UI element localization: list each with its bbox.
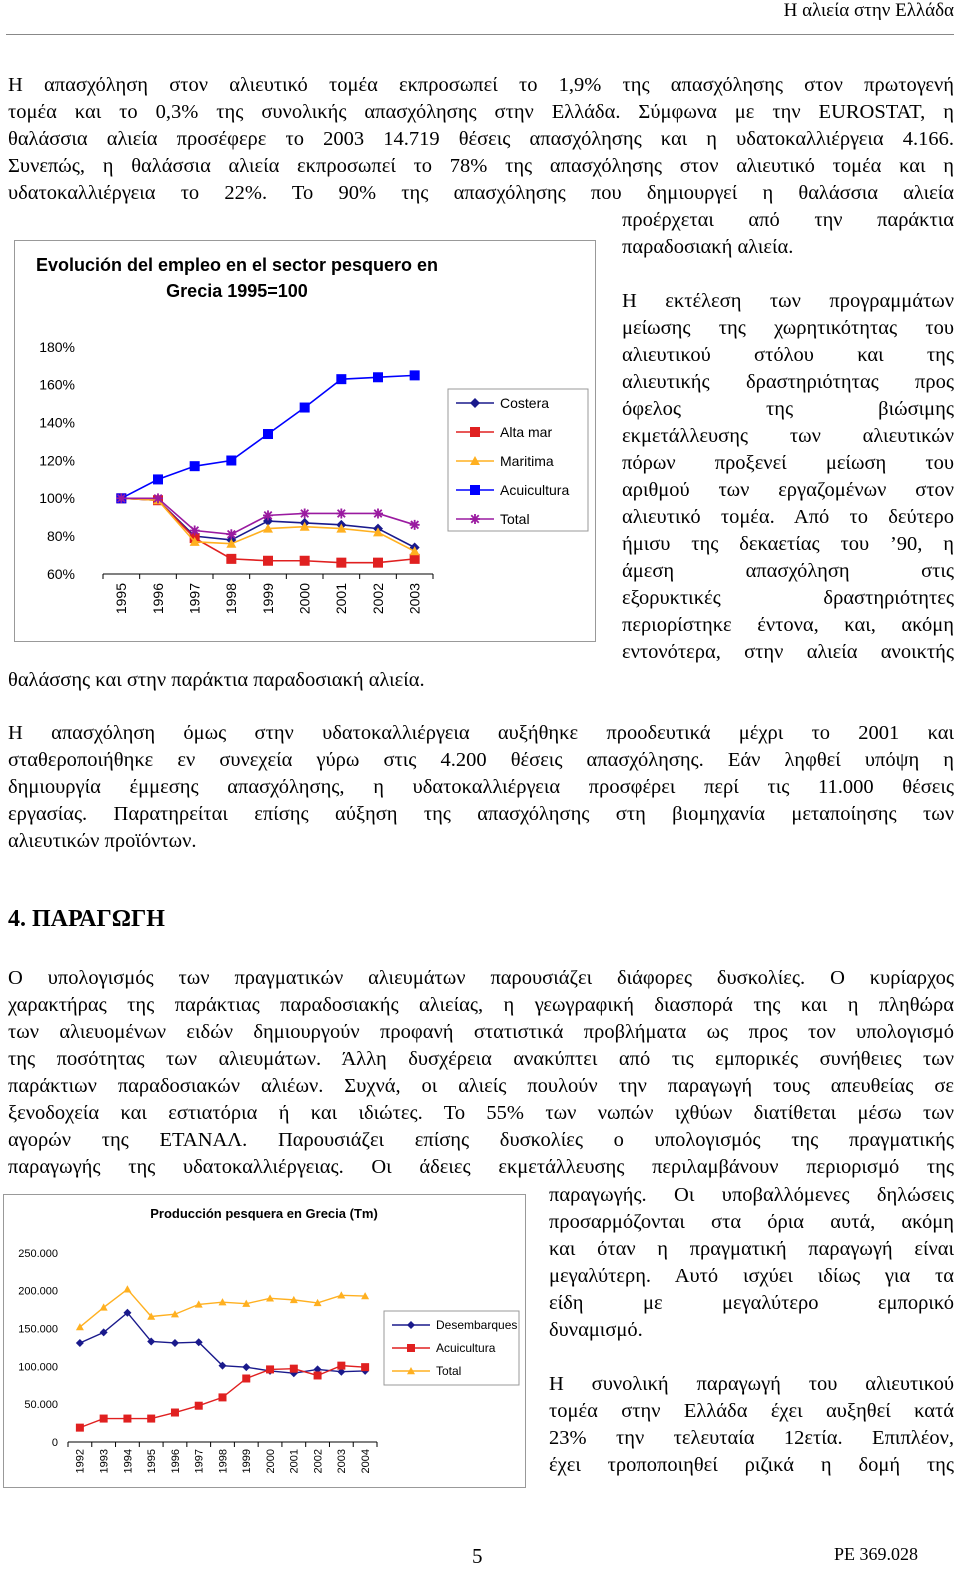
data-point-acuicultura — [361, 1363, 369, 1371]
data-point-total — [336, 508, 346, 518]
text-line: Η εκτέλεση των προγραμμάτων — [622, 290, 954, 312]
x-tick-label: 2004 — [359, 1449, 372, 1474]
x-tick-label: 1994 — [122, 1449, 135, 1474]
data-point-alta-mar — [336, 558, 346, 568]
text-line: παραγωγής. Οι υποβαλλόμενες δηλώσεις — [549, 1184, 954, 1206]
y-tick-label: 180% — [39, 338, 75, 355]
paragraph-aquaculture — [8, 720, 954, 855]
data-point-acuicultura — [336, 374, 346, 384]
text-line: θαλάσσης και στην παράκτια παραδοσιακή αλιεία. — [8, 669, 425, 691]
text-line: αλιευτικής δραστηριότητας προς — [622, 371, 954, 393]
text-line: και όταν η πραγματική παραγωγή είναι — [549, 1238, 954, 1260]
data-point-acuicultura — [100, 1415, 108, 1423]
x-tick-label: 2002 — [312, 1449, 325, 1474]
x-tick-label: 1999 — [259, 583, 276, 615]
data-point-acuicultura — [171, 1409, 179, 1417]
data-point-total — [116, 493, 126, 503]
legend-marker — [470, 514, 480, 524]
paragraph-production — [8, 965, 954, 1181]
data-point-total — [263, 510, 273, 520]
x-tick-label: 1997 — [193, 1449, 206, 1474]
x-tick-label: 2001 — [288, 1449, 301, 1474]
x-tick-label: 1999 — [241, 1449, 254, 1474]
text-line: τομέα και το 0,3% της συνολικής απασχόλησης στην Ελλάδα. Σύμφωνα με την EUROSTAT, η — [8, 101, 954, 123]
data-point-acuicultura — [337, 1362, 345, 1370]
y-tick-label: 80% — [46, 528, 75, 545]
x-tick-label: 2003 — [406, 583, 423, 615]
x-tick-label: 1998 — [223, 583, 240, 615]
chart-title: Grecia 1995=100 — [166, 281, 308, 301]
page-header: Η αλιεία στην Ελλάδα — [783, 0, 954, 21]
x-tick-label: 2000 — [264, 1449, 277, 1474]
data-point-acuicultura — [226, 456, 236, 466]
data-point-acuicultura — [219, 1393, 227, 1401]
data-point-acuicultura — [300, 403, 310, 413]
legend-label: Total — [500, 510, 530, 527]
data-point-total — [123, 1285, 131, 1292]
y-tick-label: 200.000 — [18, 1285, 58, 1298]
data-point-acuicultura — [123, 1415, 131, 1423]
data-point-acuicultura — [242, 1374, 250, 1382]
y-tick-label: 100% — [39, 490, 75, 507]
data-point-acuicultura — [190, 461, 200, 471]
x-tick-label: 1995 — [146, 1449, 159, 1474]
text-line: ξενοδοχεία και εστιατόρια ή και ιδιώτες. Το 55% των νωπών ιχθύων διατίθεται μέσω των — [8, 1102, 954, 1124]
y-tick-label: 120% — [39, 452, 75, 469]
text-line: δυναμισμό. — [549, 1319, 643, 1341]
data-point-acuicultura — [195, 1402, 203, 1410]
data-point-acuicultura — [373, 372, 383, 382]
legend-label: Total — [436, 1364, 462, 1379]
x-tick-label: 1996 — [169, 1449, 182, 1474]
legend-marker — [470, 427, 480, 437]
data-point-alta-mar — [226, 554, 236, 564]
x-tick-label: 1995 — [113, 583, 130, 615]
text-line: ήμισυ της δεκαετίας του ’90, η — [622, 533, 954, 555]
y-tick-label: 250.000 — [18, 1247, 58, 1260]
text-line: εξορυκτικές δραστηριότητες — [622, 587, 954, 609]
chart-title: Evolución del empleo en el sector pesquero en — [35, 255, 439, 275]
legend-marker — [407, 1344, 415, 1352]
text-line: μείωσης της χωρητικότητας του — [622, 317, 954, 339]
text-line: άμεση απασχόληση στις — [622, 560, 954, 582]
legend-label: Costera — [500, 394, 550, 411]
x-tick-label: 1992 — [74, 1449, 87, 1474]
text-line: Η απασχόληση στον αλιευτικό τομέα εκπροσωπεί το 1,9% της απασχόλησης στον πρωτογενή — [8, 74, 954, 96]
text-line: προέρχεται από την παράκτια — [622, 209, 954, 231]
text-line: αλιευτικού στόλου και της — [622, 344, 954, 366]
text-line: της ποσότητας των αλιευμάτων. Άλλη δυσχέρεια ανακύπτει από τις εμπορικές συνήθειες των — [8, 1048, 954, 1070]
y-tick-label: 0 — [51, 1436, 58, 1449]
text-line — [549, 1344, 954, 1371]
x-tick-label: 2002 — [369, 583, 386, 615]
x-tick-label: 1998 — [217, 1449, 230, 1474]
employment-chart — [14, 240, 596, 642]
y-tick-label: 140% — [39, 414, 75, 431]
text-line: εκμετάλλευσης των αλιευτικών — [622, 425, 954, 447]
data-point-alta-mar — [263, 556, 273, 566]
text-line: τομέα στην Ελλάδα έχει αυξηθεί κατά — [549, 1400, 954, 1422]
x-tick-label: 1997 — [186, 583, 203, 615]
data-point-alta-mar — [300, 556, 310, 566]
x-tick-label: 2003 — [336, 1449, 349, 1474]
text-line: πόρων προξενεί μείωση του — [622, 452, 954, 474]
text-line: μεγαλύτερη. Αυτό ισχύει ιδίως για τα — [549, 1265, 954, 1287]
paragraph-employment — [8, 72, 954, 207]
text-line: περιορίστηκε έντονα, και, ακόμη — [622, 614, 954, 636]
x-tick-label: 2001 — [333, 583, 350, 615]
side-text-production — [549, 1182, 954, 1479]
legend-marker — [470, 485, 480, 495]
x-tick-label: 1993 — [98, 1449, 111, 1474]
data-point-acuicultura — [314, 1371, 322, 1379]
text-line: είδη με μεγαλύτερο εμπορικό — [549, 1292, 954, 1314]
text-line: παραδοσιακή αλιεία. — [622, 236, 794, 258]
series-line-total — [80, 1289, 365, 1327]
text-line: παράκτιων παραδοσιακών αλιέων. Συχνά, οι αλιείς πουλούν την παραγωγή τους απευθείας σε — [8, 1075, 954, 1097]
text-line: όφελος της βιώσιμης — [622, 398, 954, 420]
section-heading: 4. ΠΑΡΑΓΩΓΗ — [8, 906, 165, 932]
text-line: Ο υπολογισμός των πραγματικών αλιευμάτων παρουσιάζει διάφορες δυσκολίες. Ο κυρίαρχος — [8, 967, 954, 989]
chart-title: Producción pesquera en Grecia (Tm) — [150, 1206, 378, 1221]
text-line: αλιευτικών προϊόντων. — [8, 830, 197, 852]
production-chart — [3, 1194, 526, 1488]
text-after-chart — [8, 667, 608, 694]
legend-label: Acuicultura — [500, 481, 570, 498]
data-point-acuicultura — [147, 1415, 155, 1423]
text-line: 23% την τελευταία 12ετία. Επιπλέον, — [549, 1427, 954, 1449]
text-line: αλιευτικό τομέα. Από το δεύτερο — [622, 506, 954, 528]
data-point-acuicultura — [410, 370, 420, 380]
production-chart-svg — [4, 1195, 525, 1487]
text-line: εντονότερα, στην αλιεία ανοικτής — [622, 641, 954, 663]
data-point-alta-mar — [373, 558, 383, 568]
document-code: PE 369.028 — [833, 1544, 918, 1564]
text-line: δημιουργία έμμεσης απασχόλησης, η υδατοκαλλιέργεια προσφέρει περί τις 11.000 θέσεις — [8, 776, 954, 798]
data-point-total — [153, 493, 163, 503]
legend-label: Acuicultura — [436, 1341, 496, 1356]
data-point-acuicultura — [263, 429, 273, 439]
data-point-total — [410, 520, 420, 530]
legend-label: Alta mar — [500, 423, 553, 440]
data-point-alta-mar — [410, 554, 420, 564]
y-tick-label: 100.000 — [18, 1361, 58, 1374]
data-point-desembarques — [171, 1339, 179, 1347]
x-tick-label: 2000 — [296, 583, 313, 615]
text-line: έχει τροποποιηθεί ριζικά η δομή της — [549, 1454, 954, 1476]
data-point-acuicultura — [153, 474, 163, 484]
header-rule — [6, 34, 954, 35]
data-point-acuicultura — [266, 1365, 274, 1373]
y-tick-label: 150.000 — [18, 1323, 58, 1336]
data-point-desembarques — [242, 1363, 250, 1371]
data-point-acuicultura — [290, 1365, 298, 1373]
legend-label: Desembarques — [436, 1318, 518, 1333]
employment-chart-svg — [15, 241, 595, 641]
text-line: σταθεροποιήθηκε εν συνεχεία γύρω στις 4.200 θέσεις απασχόλησης. Εάν ληφθεί υπόψη η — [8, 749, 954, 771]
side-text-fleet — [622, 207, 954, 666]
legend-label: Maritima — [500, 452, 554, 469]
y-tick-label: 50.000 — [24, 1399, 58, 1412]
text-line: παραγωγής της υδατοκαλλιέργειας. Οι άδειες εκμετάλλευσης περιλαμβάνουν περιορισμό της — [8, 1156, 954, 1178]
data-point-desembarques — [76, 1339, 84, 1347]
text-line: υδατοκαλλιέργεια το 22%. Το 90% της απασχόλησης που δημιουργεί η θαλάσσια αλιεία — [8, 182, 954, 204]
text-line — [622, 261, 954, 288]
page-number: 5 — [472, 1544, 483, 1568]
text-line: Η συνολική παραγωγή του αλιευτικού — [549, 1373, 954, 1395]
x-tick-label: 1996 — [149, 583, 166, 615]
text-line: Συνεπώς, η θαλάσσια αλιεία εκπροσωπεί το 78% της απασχόλησης στον αλιευτικό τομέα και η — [8, 155, 954, 177]
text-line: αγορών της ΕΤΑΝΑΛ. Παρουσιάζει επίσης δυσκολίες ο υπολογισμός της πραγματικής — [8, 1129, 954, 1151]
text-line: Η απασχόληση όμως στην υδατοκαλλιέργεια αυξήθηκε προοδευτικά μέχρι το 2001 και — [8, 722, 954, 744]
text-line: χαρακτήρας της παράκτιας παραδοσιακής αλιείας, η γεωγραφική διασπορά της και η πληθώρα — [8, 994, 954, 1016]
y-tick-label: 60% — [46, 565, 75, 582]
text-line: εργασίας. Παρατηρείται επίσης αύξηση της απασχόλησης στη βιομηχανία μεταποίησης των — [8, 803, 954, 825]
text-line: των αλιευομένων ειδών δημιουργούν προφανή στατιστικά προβλήματα ως προς τον υπολογισμό — [8, 1021, 954, 1043]
data-point-total — [190, 525, 200, 535]
data-point-total — [226, 529, 236, 539]
text-line: αριθμού των εργαζομένων στον — [622, 479, 954, 501]
data-point-acuicultura — [76, 1424, 84, 1432]
text-line: θαλάσσια αλιεία προσέφερε το 2003 14.719 θέσεις απασχόλησης και η υδατοκαλλιέργεια 4.166. — [8, 128, 954, 150]
data-point-total — [300, 508, 310, 518]
data-point-total — [373, 508, 383, 518]
y-tick-label: 160% — [39, 376, 75, 393]
text-line: προσαρμόζονται στα όρια αυτά, ακόμη — [549, 1211, 954, 1233]
